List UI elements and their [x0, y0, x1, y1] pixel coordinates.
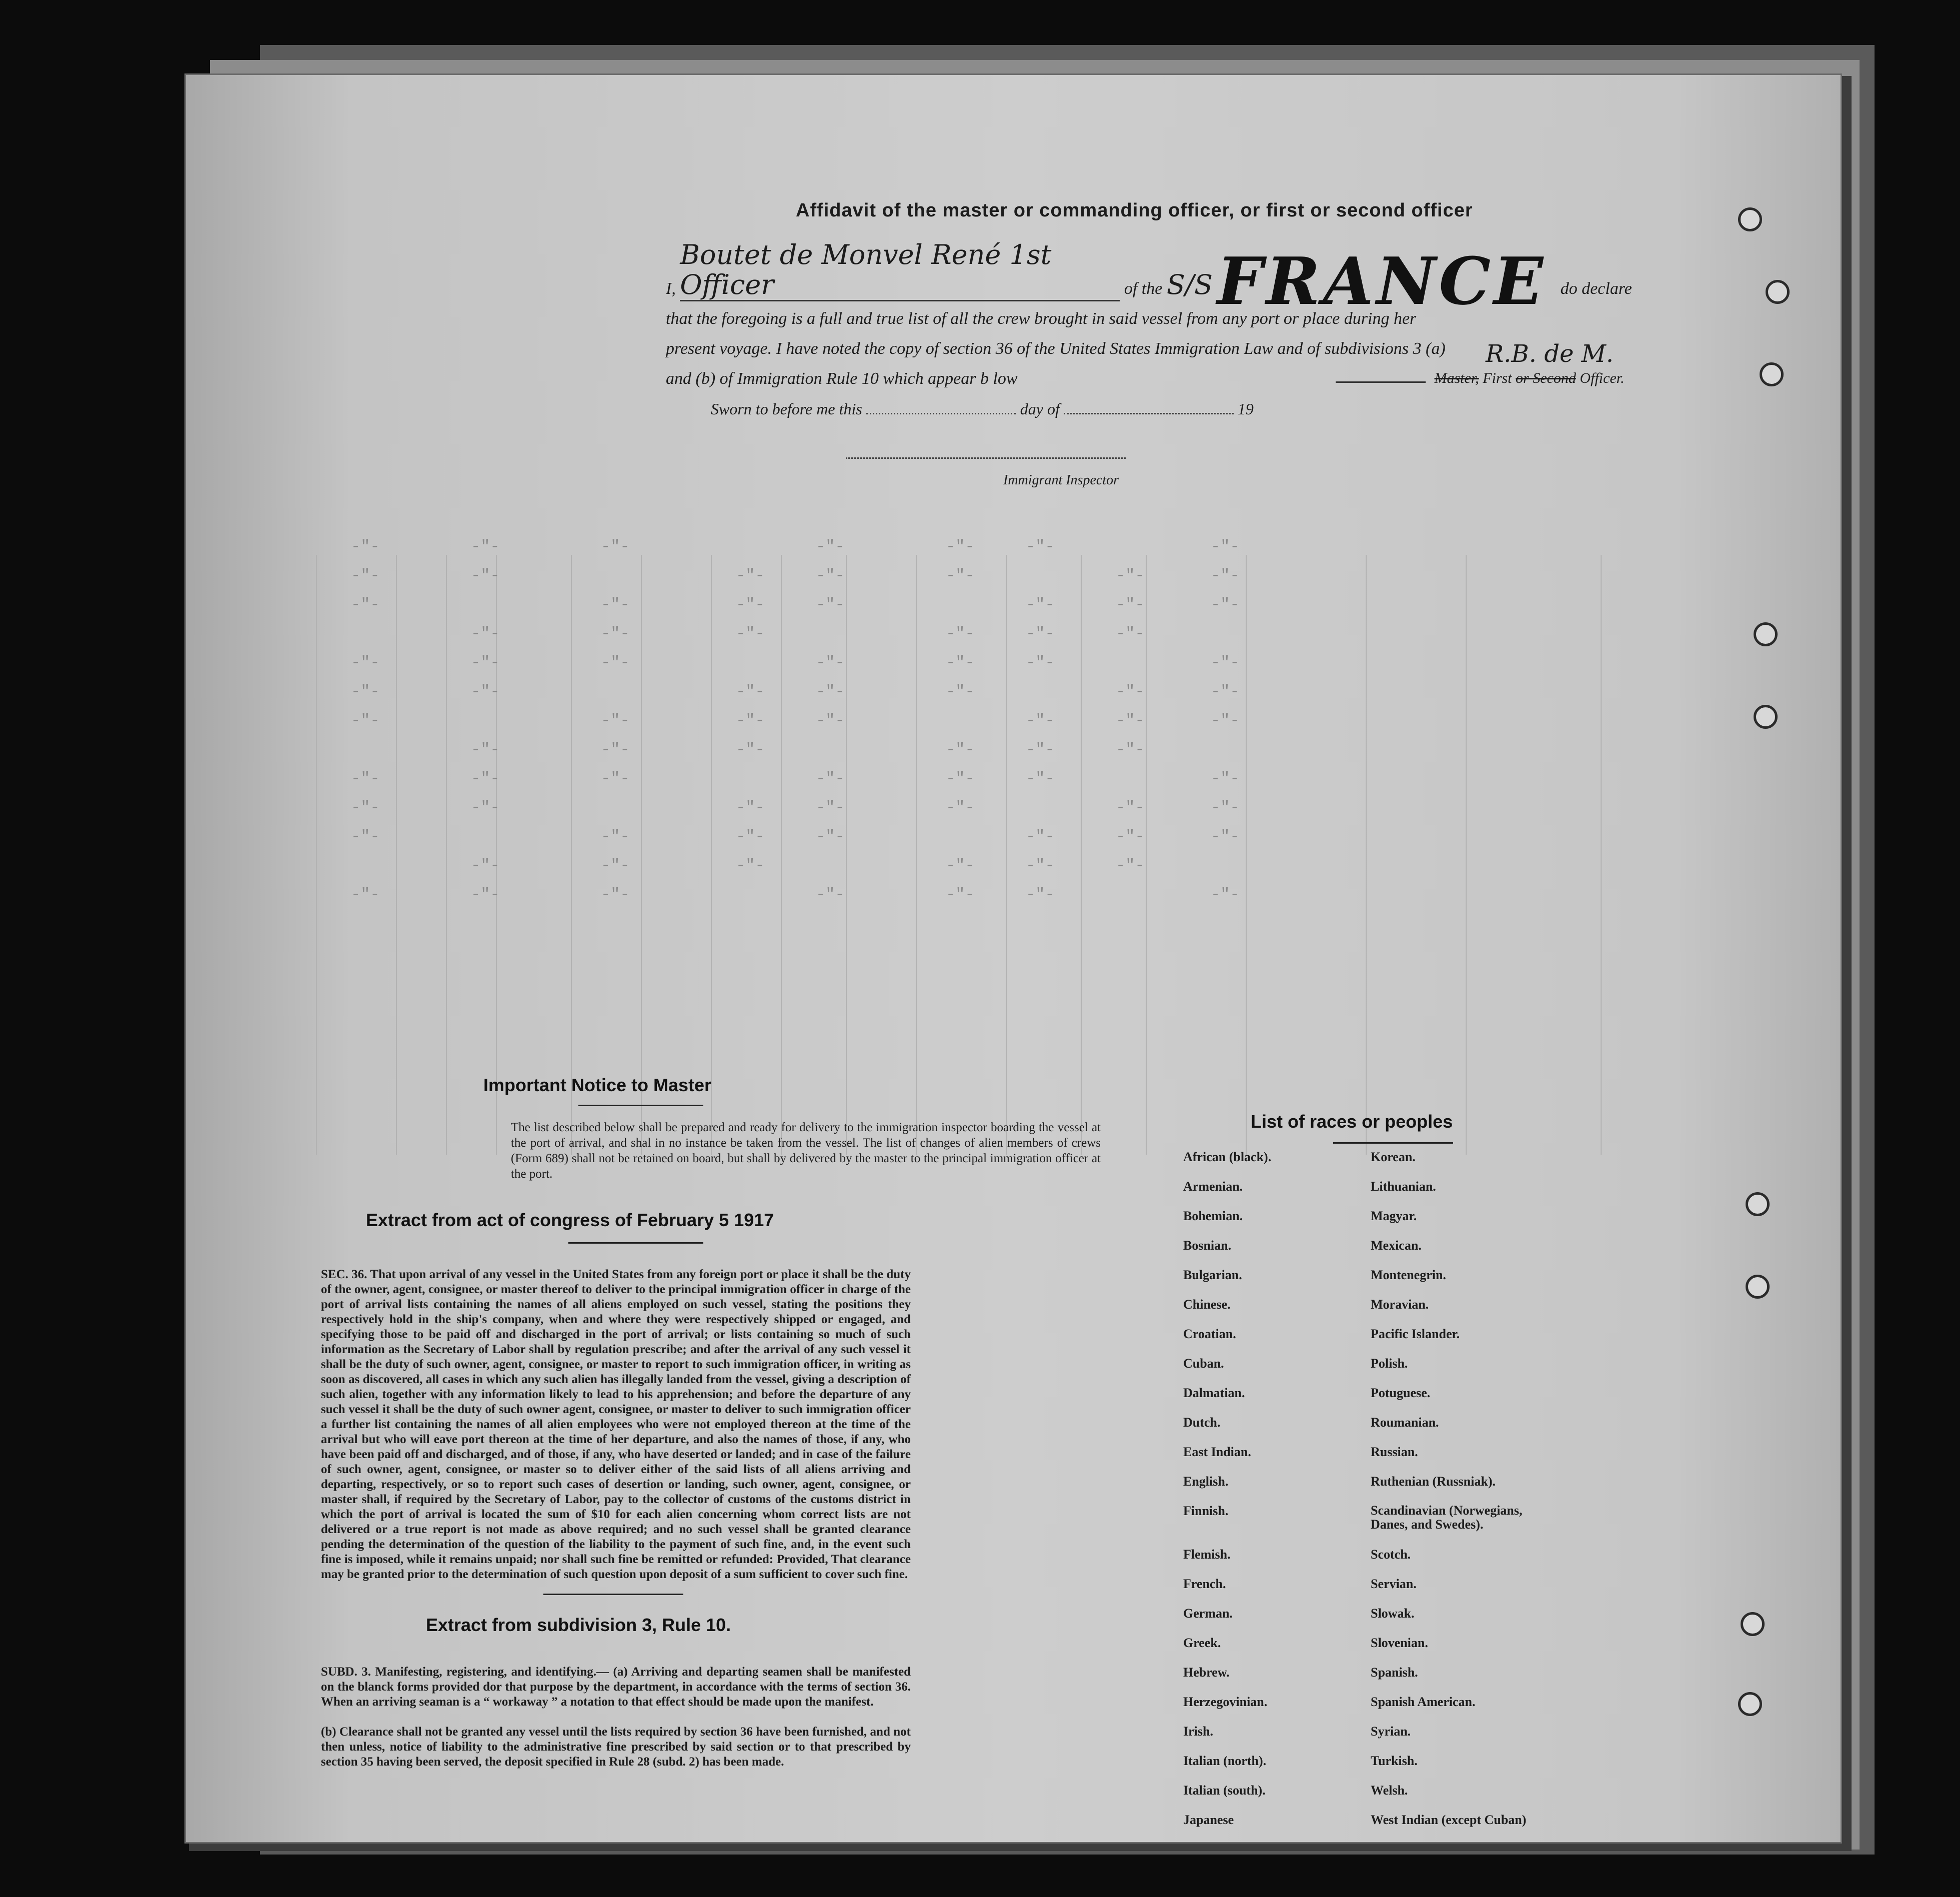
ditto-mark: -"- — [816, 595, 845, 614]
ditto-mark: -"- — [351, 798, 380, 817]
faded-table-column — [846, 555, 847, 1155]
ditto-mark: -"- — [601, 740, 630, 759]
race-item: Russian. — [1371, 1445, 1418, 1459]
ditto-mark: -"- — [1211, 827, 1240, 846]
punch-hole — [1754, 705, 1778, 729]
race-item: Bosnian. — [1183, 1238, 1232, 1253]
ditto-mark: -"- — [736, 595, 765, 614]
notice-title-rule — [578, 1105, 703, 1106]
race-item: Slowak. — [1371, 1606, 1415, 1621]
ditto-mark: -"- — [816, 769, 845, 788]
affidavit-heading: Affidavit of the master or commanding officer, or first or second officer — [796, 200, 1473, 221]
ditto-mark: -"- — [471, 856, 500, 875]
race-item: Syrian. — [1371, 1724, 1411, 1739]
ditto-mark: -"- — [351, 537, 380, 556]
ditto-mark: -"- — [471, 682, 500, 701]
ditto-mark: -"- — [946, 624, 975, 643]
ditto-mark: -"- — [946, 653, 975, 672]
race-item: Scandinavian (Norwegians, Danes, and Swedes). — [1371, 1503, 1523, 1532]
ditto-mark: -"- — [816, 682, 845, 701]
inspector-signature-line — [846, 457, 1126, 459]
race-item: French. — [1183, 1577, 1226, 1591]
first-officer: First — [1483, 370, 1512, 386]
ditto-mark: -"- — [601, 769, 630, 788]
rule10-text-a: SUBD. 3. Manifesting, registering, and identifying.— (a) Arriving and departing seamen shall be manifested on the blanck forms provided dor that purpose by the department, in accordance with the terms of section 36. When an arriving seaman is a “ workaway ” a notation to that effect should be made upon the manifest. — [321, 1665, 911, 1709]
ditto-mark: -"- — [946, 885, 975, 904]
race-item: Servian. — [1371, 1577, 1417, 1591]
of-the-text: of the — [1124, 279, 1163, 298]
ditto-mark: -"- — [471, 798, 500, 817]
ditto-mark: -"- — [816, 653, 845, 672]
ditto-mark: -"- — [1116, 711, 1145, 730]
ditto-mark: -"- — [1026, 740, 1055, 759]
race-item: Dutch. — [1183, 1415, 1221, 1430]
race-item: Welsh. — [1371, 1783, 1408, 1798]
faded-table-column — [781, 555, 782, 1155]
ditto-mark: -"- — [1116, 827, 1145, 846]
ditto-mark: -"- — [1026, 624, 1055, 643]
race-item: East Indian. — [1183, 1445, 1251, 1459]
faded-table-column — [316, 555, 317, 1155]
rule10-text-b: (b) Clearance shall not be granted any vessel until the lists required by section 36 have been furnished, and not then unless, notice of liability to the administrative fine prescribed by said section or to that prescribed by section 35 having been served, the deposit specified in Rule 28 (subd. 2) has been made. — [321, 1725, 911, 1769]
ditto-mark: -"- — [351, 566, 380, 585]
ditto-mark: -"- — [1116, 798, 1145, 817]
ditto-mark: -"- — [601, 856, 630, 875]
ditto-mark: -"- — [816, 885, 845, 904]
faded-table-column — [641, 555, 642, 1155]
ditto-mark: -"- — [471, 624, 500, 643]
faded-table-column — [1601, 555, 1602, 1155]
faded-table-column — [446, 555, 447, 1155]
race-item: West Indian (except Cuban) — [1371, 1813, 1527, 1827]
ditto-mark: -"- — [946, 566, 975, 585]
race-item: Ruthenian (Russniak). — [1371, 1474, 1496, 1489]
race-item: Spanish. — [1371, 1665, 1418, 1680]
race-item: English. — [1183, 1474, 1229, 1489]
faded-table-column — [916, 555, 917, 1155]
ditto-mark: -"- — [601, 827, 630, 846]
race-item: Greek. — [1183, 1636, 1221, 1650]
faded-table-column — [1246, 555, 1247, 1155]
ditto-mark: -"- — [351, 653, 380, 672]
faded-table-column — [396, 555, 397, 1155]
ditto-mark: -"- — [471, 653, 500, 672]
ditto-mark: -"- — [1211, 566, 1240, 585]
race-item: Roumanian. — [1371, 1415, 1439, 1430]
sworn-month-blank — [1064, 413, 1234, 414]
ditto-mark: -"- — [1211, 537, 1240, 556]
ditto-mark: -"- — [1026, 769, 1055, 788]
races-title-rule — [1333, 1142, 1453, 1144]
ditto-mark: -"- — [816, 827, 845, 846]
race-item: Croatian. — [1183, 1327, 1236, 1341]
ditto-mark: -"- — [946, 798, 975, 817]
ditto-mark: -"- — [946, 537, 975, 556]
race-item: Lithuanian. — [1371, 1179, 1436, 1194]
ditto-mark: -"- — [1026, 885, 1055, 904]
ditto-mark: -"- — [471, 885, 500, 904]
punch-hole — [1760, 362, 1784, 386]
ditto-mark: -"- — [816, 566, 845, 585]
race-item: Polish. — [1371, 1356, 1408, 1371]
faded-table-column — [1081, 555, 1082, 1155]
ditto-mark: -"- — [1211, 595, 1240, 614]
rule10-top-rule — [543, 1594, 683, 1595]
ditto-mark: -"- — [1116, 566, 1145, 585]
race-item: Scotch. — [1371, 1547, 1411, 1562]
faded-table-column — [1366, 555, 1367, 1155]
master-struck: Master, — [1434, 370, 1479, 386]
ditto-mark: -"- — [736, 740, 765, 759]
punch-hole — [1766, 280, 1790, 304]
ditto-mark: -"- — [1116, 856, 1145, 875]
punch-hole — [1741, 1612, 1765, 1636]
faded-table-column — [1466, 555, 1467, 1155]
ditto-mark: -"- — [1026, 653, 1055, 672]
race-item: Armenian. — [1183, 1179, 1243, 1194]
races-title: List of races or peoples — [1251, 1111, 1453, 1132]
sworn-year: 19 — [1237, 400, 1254, 418]
ditto-mark: -"- — [1211, 653, 1240, 672]
race-item: Hebrew. — [1183, 1665, 1230, 1680]
sworn-line — [711, 400, 1254, 418]
ditto-mark: -"- — [1211, 682, 1240, 701]
race-item: Mexican. — [1371, 1238, 1422, 1253]
act-title: Extract from act of congress of February 5 1917 — [366, 1210, 774, 1230]
ditto-mark: -"- — [351, 769, 380, 788]
ditto-mark: -"- — [1026, 827, 1055, 846]
sworn-date-blank — [866, 413, 1016, 414]
ditto-mark: -"- — [601, 537, 630, 556]
ditto-mark: -"- — [736, 827, 765, 846]
race-item: Japanese — [1183, 1813, 1234, 1827]
race-item: Dalmatian. — [1183, 1386, 1245, 1400]
ditto-mark: -"- — [351, 885, 380, 904]
second-struck: or Second — [1516, 370, 1576, 386]
ditto-mark: -"- — [471, 769, 500, 788]
race-item: Turkish. — [1371, 1754, 1418, 1768]
ditto-mark: -"- — [1026, 711, 1055, 730]
race-item: Herzegovinian. — [1183, 1695, 1268, 1709]
act-title-rule — [568, 1242, 703, 1244]
race-item: Irish. — [1183, 1724, 1213, 1739]
ditto-mark: -"- — [471, 740, 500, 759]
ditto-mark: -"- — [946, 740, 975, 759]
race-item: Chinese. — [1183, 1297, 1231, 1312]
faded-table-column — [1006, 555, 1007, 1155]
race-item: African (black). — [1183, 1150, 1272, 1164]
ditto-mark: -"- — [351, 827, 380, 846]
faded-table-column — [571, 555, 572, 1155]
ditto-mark: -"- — [601, 711, 630, 730]
race-item: Finnish. — [1183, 1504, 1229, 1518]
race-item: Magyar. — [1371, 1209, 1417, 1223]
ditto-mark: -"- — [1026, 595, 1055, 614]
officer-name-handwritten: Boutet de Monvel René 1st Officer — [680, 240, 1120, 301]
race-item: Italian (north). — [1183, 1754, 1267, 1768]
inspector-label: Immigrant Inspector — [1003, 472, 1119, 488]
ditto-mark: -"- — [736, 682, 765, 701]
ditto-mark: -"- — [601, 595, 630, 614]
race-item: Pacific Islander. — [1371, 1327, 1460, 1341]
ditto-mark: -"- — [351, 595, 380, 614]
officer-word: Officer. — [1580, 370, 1625, 386]
affidavit-prefix: I, — [666, 279, 676, 298]
officer-signature: R.B. de M. — [1486, 340, 1614, 368]
ditto-mark: -"- — [1116, 682, 1145, 701]
rule10-title: Extract from subdivision 3, Rule 10. — [426, 1615, 731, 1635]
ditto-mark: -"- — [471, 537, 500, 556]
ditto-mark: -"- — [1116, 740, 1145, 759]
ditto-mark: -"- — [1211, 798, 1240, 817]
faded-table-column — [711, 555, 712, 1155]
ditto-mark: -"- — [1116, 595, 1145, 614]
race-item: German. — [1183, 1606, 1233, 1621]
ditto-mark: -"- — [1116, 624, 1145, 643]
act-text: SEC. 36. That upon arrival of any vessel in the United States from any foreign port or place it shall be the duty of the owner, agent, consignee, or master thereof to deliver to the principal immigration officer in charge of the port of arrival lists containing the names of all aliens employed on such vessel, stating the positions they respectively hold in the ship's company, when and where they were respectively shipped or engaged, and specifying those to be paid off and discharged in the port of arrival; or lists containing so much of such information as the Secretary of Labor shall by regulation prescribe; and after the arrival of any such vessel it shall be the duty of such owner, agent, consignee, or master to report to such immigration officer, in writing as soon as discovered, all cases in which any such alien has illegally landed from the vessel, giving a description of such alien, together with any information likely to lead to his apprehension; and before the departure of any such vessel it shall be the duty of such owner agent, consignee, or master to deliver to such immigration officer a further list containing the names of all alien employees who were not employed thereon at the time of the arrival but who will eave port thereon at the time of her departure, and also the names of those, if any, who have been paid off and discharged, and of those, if any, who have deserted or landed; and in case of the failure of such owner, agent, consignee, or master so to deliver either of the said lists of all aliens arriving and departing, respectively, or so to report such cases of desertion or landing, such owner, agent, consignee, or master shall, if required by the Secretary of Labor, pay to the collector of customs of the customs district in which the port of arrival is located the sum of $10 for each alien concerning whom correct lists are not delivered or a true report is not made as above required; and no such vessel shall be granted clearance pending the determination of the question of the liability to the payment of such fine, and, in the event such fine is imposed, while it remains unpaid; nor shall such fine be remitted or refunded: Provided, That clearance may be granted prior to the determination of such question upon deposit of a sum sufficient to cover such fine. — [321, 1268, 911, 1581]
race-item: Italian (south). — [1183, 1783, 1266, 1798]
race-item: Cuban. — [1183, 1356, 1224, 1371]
faded-table-column — [1146, 555, 1147, 1155]
race-item: Moravian. — [1371, 1297, 1429, 1312]
ditto-mark: -"- — [601, 624, 630, 643]
vessel-prefix: S/S — [1166, 269, 1213, 300]
ditto-mark: -"- — [736, 566, 765, 585]
race-item: Bohemian. — [1183, 1209, 1243, 1223]
ditto-mark: -"- — [601, 885, 630, 904]
ditto-mark: -"- — [1026, 537, 1055, 556]
notice-text: The list described below shall be prepared and ready for delivery to the immigration inspector boarding the vessel at the port of arrival, and shal in no instance be taken from the vessel. The list of changes of alien members of crews (Form 689) shall not be retained on board, but shall by delivered by the master to the principal immigration officer at the port. — [511, 1121, 1101, 1181]
ditto-mark: -"- — [946, 769, 975, 788]
race-item: Bulgarian. — [1183, 1268, 1242, 1282]
ditto-mark: -"- — [471, 566, 500, 585]
punch-hole — [1746, 1275, 1770, 1299]
ditto-mark: -"- — [816, 711, 845, 730]
officer-title-line — [1336, 370, 1625, 387]
sworn-prefix: Sworn to before me this — [711, 400, 862, 418]
race-item: Montenegrin. — [1371, 1268, 1446, 1282]
affidavit-line-2: that the foregoing is a full and true list of all the crew brought in said vessel from any port or place during her — [666, 309, 1417, 328]
ditto-mark: -"- — [736, 798, 765, 817]
ditto-mark: -"- — [1026, 856, 1055, 875]
ditto-mark: -"- — [946, 682, 975, 701]
ditto-mark: -"- — [351, 711, 380, 730]
ditto-mark: -"- — [1211, 885, 1240, 904]
faded-table-column — [496, 555, 497, 1155]
ship-name-stamp: FRANCE — [1217, 243, 1547, 319]
affidavit-line-3: present voyage. I have noted the copy of section 36 of the United States Immigration Law and of subdivisions 3 (a) — [666, 339, 1446, 358]
race-item: Spanish American. — [1371, 1695, 1476, 1709]
ditto-mark: -"- — [736, 711, 765, 730]
punch-hole — [1754, 622, 1778, 646]
punch-hole — [1746, 1192, 1770, 1216]
notice-title: Important Notice to Master — [483, 1075, 712, 1095]
sworn-day-label: day of — [1020, 400, 1060, 418]
affidavit-line-4: and (b) of Immigration Rule 10 which appear b low — [666, 369, 1018, 388]
ditto-mark: -"- — [946, 856, 975, 875]
manifest-page — [186, 75, 1841, 1842]
race-item: Flemish. — [1183, 1547, 1231, 1562]
ditto-mark: -"- — [736, 624, 765, 643]
race-item: Korean. — [1371, 1150, 1416, 1164]
ditto-mark: -"- — [1211, 711, 1240, 730]
race-item: Potuguese. — [1371, 1386, 1431, 1400]
race-item: Slovenian. — [1371, 1636, 1428, 1650]
ditto-mark: -"- — [601, 653, 630, 672]
do-declare-text: do declare — [1560, 279, 1632, 298]
ditto-mark: -"- — [351, 682, 380, 701]
ditto-mark: -"- — [816, 537, 845, 556]
punch-hole — [1738, 207, 1762, 231]
ditto-mark: -"- — [736, 856, 765, 875]
ditto-mark: -"- — [1211, 769, 1240, 788]
ditto-mark: -"- — [816, 798, 845, 817]
punch-hole — [1738, 1692, 1762, 1716]
